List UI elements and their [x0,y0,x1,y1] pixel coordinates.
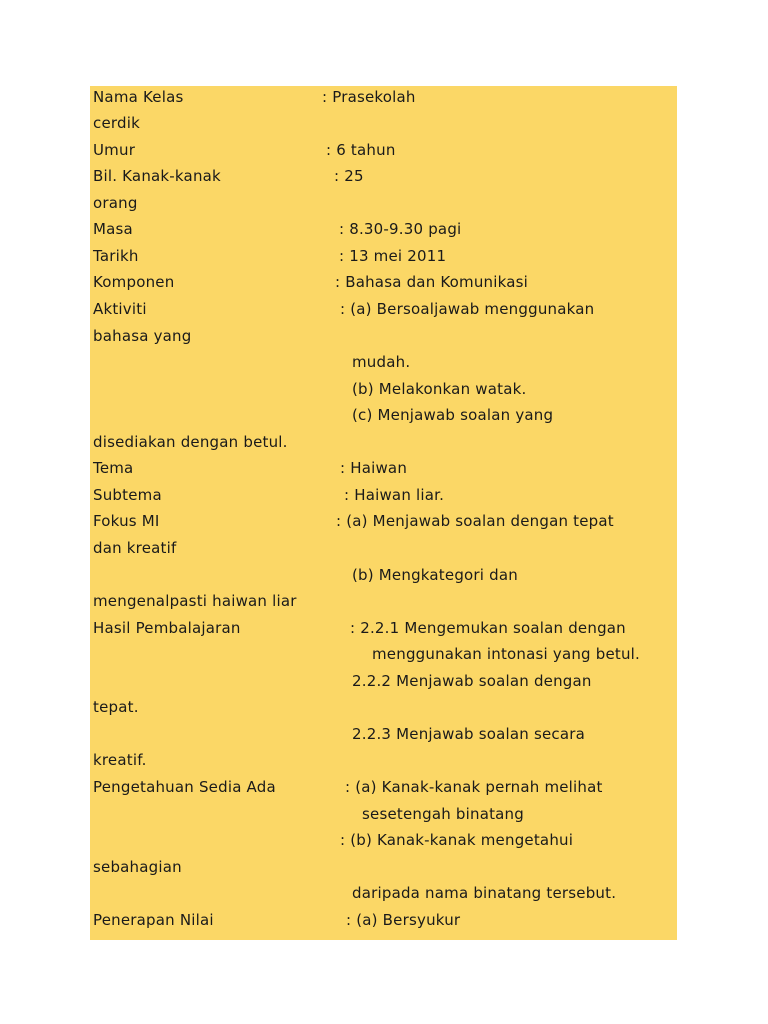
field-value: : Bahasa dan Komunikasi [335,273,529,291]
field-label: Bil. Kanak-kanak [93,167,221,185]
field-value: : 6 tahun [326,141,396,159]
field-label: Masa [93,220,133,238]
field-label: Aktiviti [93,300,147,318]
field-label: Penerapan Nilai [93,911,214,929]
field-value: : (a) Kanak-kanak pernah melihat [345,778,603,796]
wrapped-text: kreatif. [93,751,147,769]
continuation-text: (b) Mengkategori dan [352,566,518,584]
field-label: Subtema [93,486,162,504]
wrapped-text: cerdik [93,114,140,132]
field-value: : Haiwan liar. [344,486,445,504]
wrapped-text: dan kreatif [93,539,177,557]
continuation-text: : (b) Kanak-kanak mengetahui [340,831,574,849]
continuation-text: 2.2.2 Menjawab soalan dengan [352,672,592,690]
field-value: : (a) Menjawab soalan dengan tepat [336,512,614,530]
field-label: Umur [93,141,136,159]
field-label: Tema [93,459,134,477]
wrapped-text: mengenalpasti haiwan liar [93,592,297,610]
field-label: Pengetahuan Sedia Ada [93,778,276,796]
field-value: : (a) Bersyukur [346,911,461,929]
continuation-text: daripada nama binatang tersebut. [352,884,617,902]
field-label: Komponen [93,273,175,291]
field-value: : 25 [334,167,364,185]
lesson-plan-sheet [90,86,677,940]
field-label: Nama Kelas [93,88,184,106]
field-label: Hasil Pembalajaran [93,619,241,637]
wrapped-text: tepat. [93,698,139,716]
field-label: Fokus MI [93,512,160,530]
field-value: : Haiwan [340,459,408,477]
field-value: : (a) Bersoaljawab menggunakan [340,300,595,318]
wrapped-text: bahasa yang [93,327,192,345]
continuation-text: menggunakan intonasi yang betul. [372,645,641,663]
field-value: : 8.30-9.30 pagi [339,220,462,238]
wrapped-text: sebahagian [93,858,182,876]
field-value: : 2.2.1 Mengemukan soalan dengan [350,619,626,637]
continuation-text: mudah. [352,353,411,371]
wrapped-text: disediakan dengan betul. [93,433,288,451]
field-value: : 13 mei 2011 [339,247,447,265]
continuation-text: (c) Menjawab soalan yang [352,406,554,424]
continuation-text: (b) Melakonkan watak. [352,380,527,398]
wrapped-text: orang [93,194,138,212]
continuation-text: 2.2.3 Menjawab soalan secara [352,725,585,743]
continuation-text: sesetengah binatang [362,805,524,823]
field-value: : Prasekolah [322,88,416,106]
field-label: Tarikh [93,247,139,265]
